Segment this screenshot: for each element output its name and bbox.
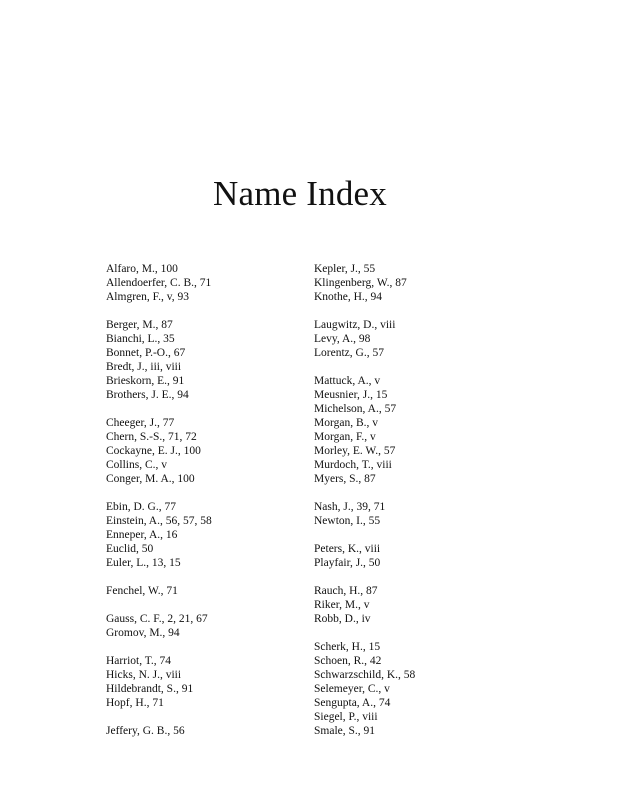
index-entry: Scherk, H., 15	[314, 641, 381, 653]
index-entry: Hicks, N. J., viii	[106, 669, 182, 681]
index-entry: Hildebrandt, S., 91	[106, 683, 194, 695]
index-entry: Enneper, A., 16	[106, 529, 178, 541]
index-entry: Klingenberg, W., 87	[314, 277, 407, 289]
index-entry: Levy, A., 98	[314, 333, 371, 345]
index-entry: Cheeger, J., 77	[106, 417, 175, 429]
index-gap	[106, 570, 306, 584]
index-entry: Morgan, F., v	[314, 431, 376, 443]
index-entry: Jeffery, G. B., 56	[106, 725, 185, 737]
index-gap	[314, 570, 514, 584]
index-entry: Myers, S., 87	[314, 473, 376, 485]
page-title: Name Index	[212, 174, 387, 213]
index-entry: Schwarzschild, K., 58	[314, 669, 416, 681]
index-entry: Conger, M. A., 100	[106, 473, 195, 485]
index-entry: Knothe, H., 94	[314, 291, 383, 303]
index-entry: Collins, C., v	[106, 459, 168, 471]
index-entry: Morgan, B., v	[314, 417, 378, 429]
index-column-left	[106, 262, 306, 738]
index-entry: Gromov, M., 94	[106, 627, 180, 639]
index-gap	[314, 360, 514, 374]
index-entry: Bonnet, P.-O., 67	[106, 347, 186, 359]
index-gap	[106, 640, 306, 654]
index-entry: Rauch, H., 87	[314, 585, 378, 597]
index-entry: Brieskorn, E., 91	[106, 375, 185, 387]
index-entry: Berger, M., 87	[106, 319, 173, 331]
index-entry: Chern, S.-S., 71, 72	[106, 431, 197, 443]
index-entry: Riker, M., v	[314, 599, 370, 611]
index-gap	[106, 402, 306, 416]
index-entry: Euclid, 50	[106, 543, 154, 555]
index-entry: Fenchel, W., 71	[106, 585, 178, 597]
index-entry: Schoen, R., 42	[314, 655, 382, 667]
index-gap	[106, 304, 306, 318]
index-entry: Lorentz, G., 57	[314, 347, 384, 359]
index-entry: Bredt, J., iii, viii	[106, 361, 182, 373]
index-gap	[106, 598, 306, 612]
index-gap	[314, 626, 514, 640]
index-entry: Harriot, T., 74	[106, 655, 172, 667]
index-entry: Kepler, J., 55	[314, 263, 376, 275]
index-entry: Alfaro, M., 100	[106, 263, 178, 275]
index-gap	[314, 528, 514, 542]
index-entry: Mattuck, A., v	[314, 375, 381, 387]
index-entry: Cockayne, E. J., 100	[106, 445, 201, 457]
index-entry: Murdoch, T., viii	[314, 459, 392, 471]
index-gap	[314, 304, 514, 318]
index-entry: Ebin, D. G., 77	[106, 501, 176, 513]
index-entry: Playfair, J., 50	[314, 557, 381, 569]
index-entry: Siegel, P., viii	[314, 711, 378, 723]
index-entry: Selemeyer, C., v	[314, 683, 390, 695]
index-entry: Gauss, C. F., 2, 21, 67	[106, 613, 208, 625]
index-entry: Einstein, A., 56, 57, 58	[106, 515, 212, 527]
index-entry: Sengupta, A., 74	[314, 697, 391, 709]
index-entry: Nash, J., 39, 71	[314, 501, 386, 513]
index-entry: Peters, K., viii	[314, 543, 381, 555]
index-entry: Morley, E. W., 57	[314, 445, 396, 457]
index-entry: Allendoerfer, C. B., 71	[106, 277, 212, 289]
index-entry: Meusnier, J., 15	[314, 389, 388, 401]
index-entry: Euler, L., 13, 15	[106, 557, 181, 569]
index-gap	[106, 710, 306, 724]
index-entry: Newton, I., 55	[314, 515, 381, 527]
index-gap	[106, 486, 306, 500]
index-entry: Hopf, H., 71	[106, 697, 164, 709]
index-entry: Robb, D., iv	[314, 613, 371, 625]
index-entry: Bianchi, L., 35	[106, 333, 175, 345]
index-entry: Laugwitz, D., viii	[314, 319, 396, 331]
index-column-right	[314, 262, 514, 738]
index-entry: Michelson, A., 57	[314, 403, 397, 415]
index-gap	[314, 486, 514, 500]
index-entry: Almgren, F., v, 93	[106, 291, 189, 303]
index-entry: Brothers, J. E., 94	[106, 389, 189, 401]
index-entry: Smale, S., 91	[314, 725, 376, 737]
